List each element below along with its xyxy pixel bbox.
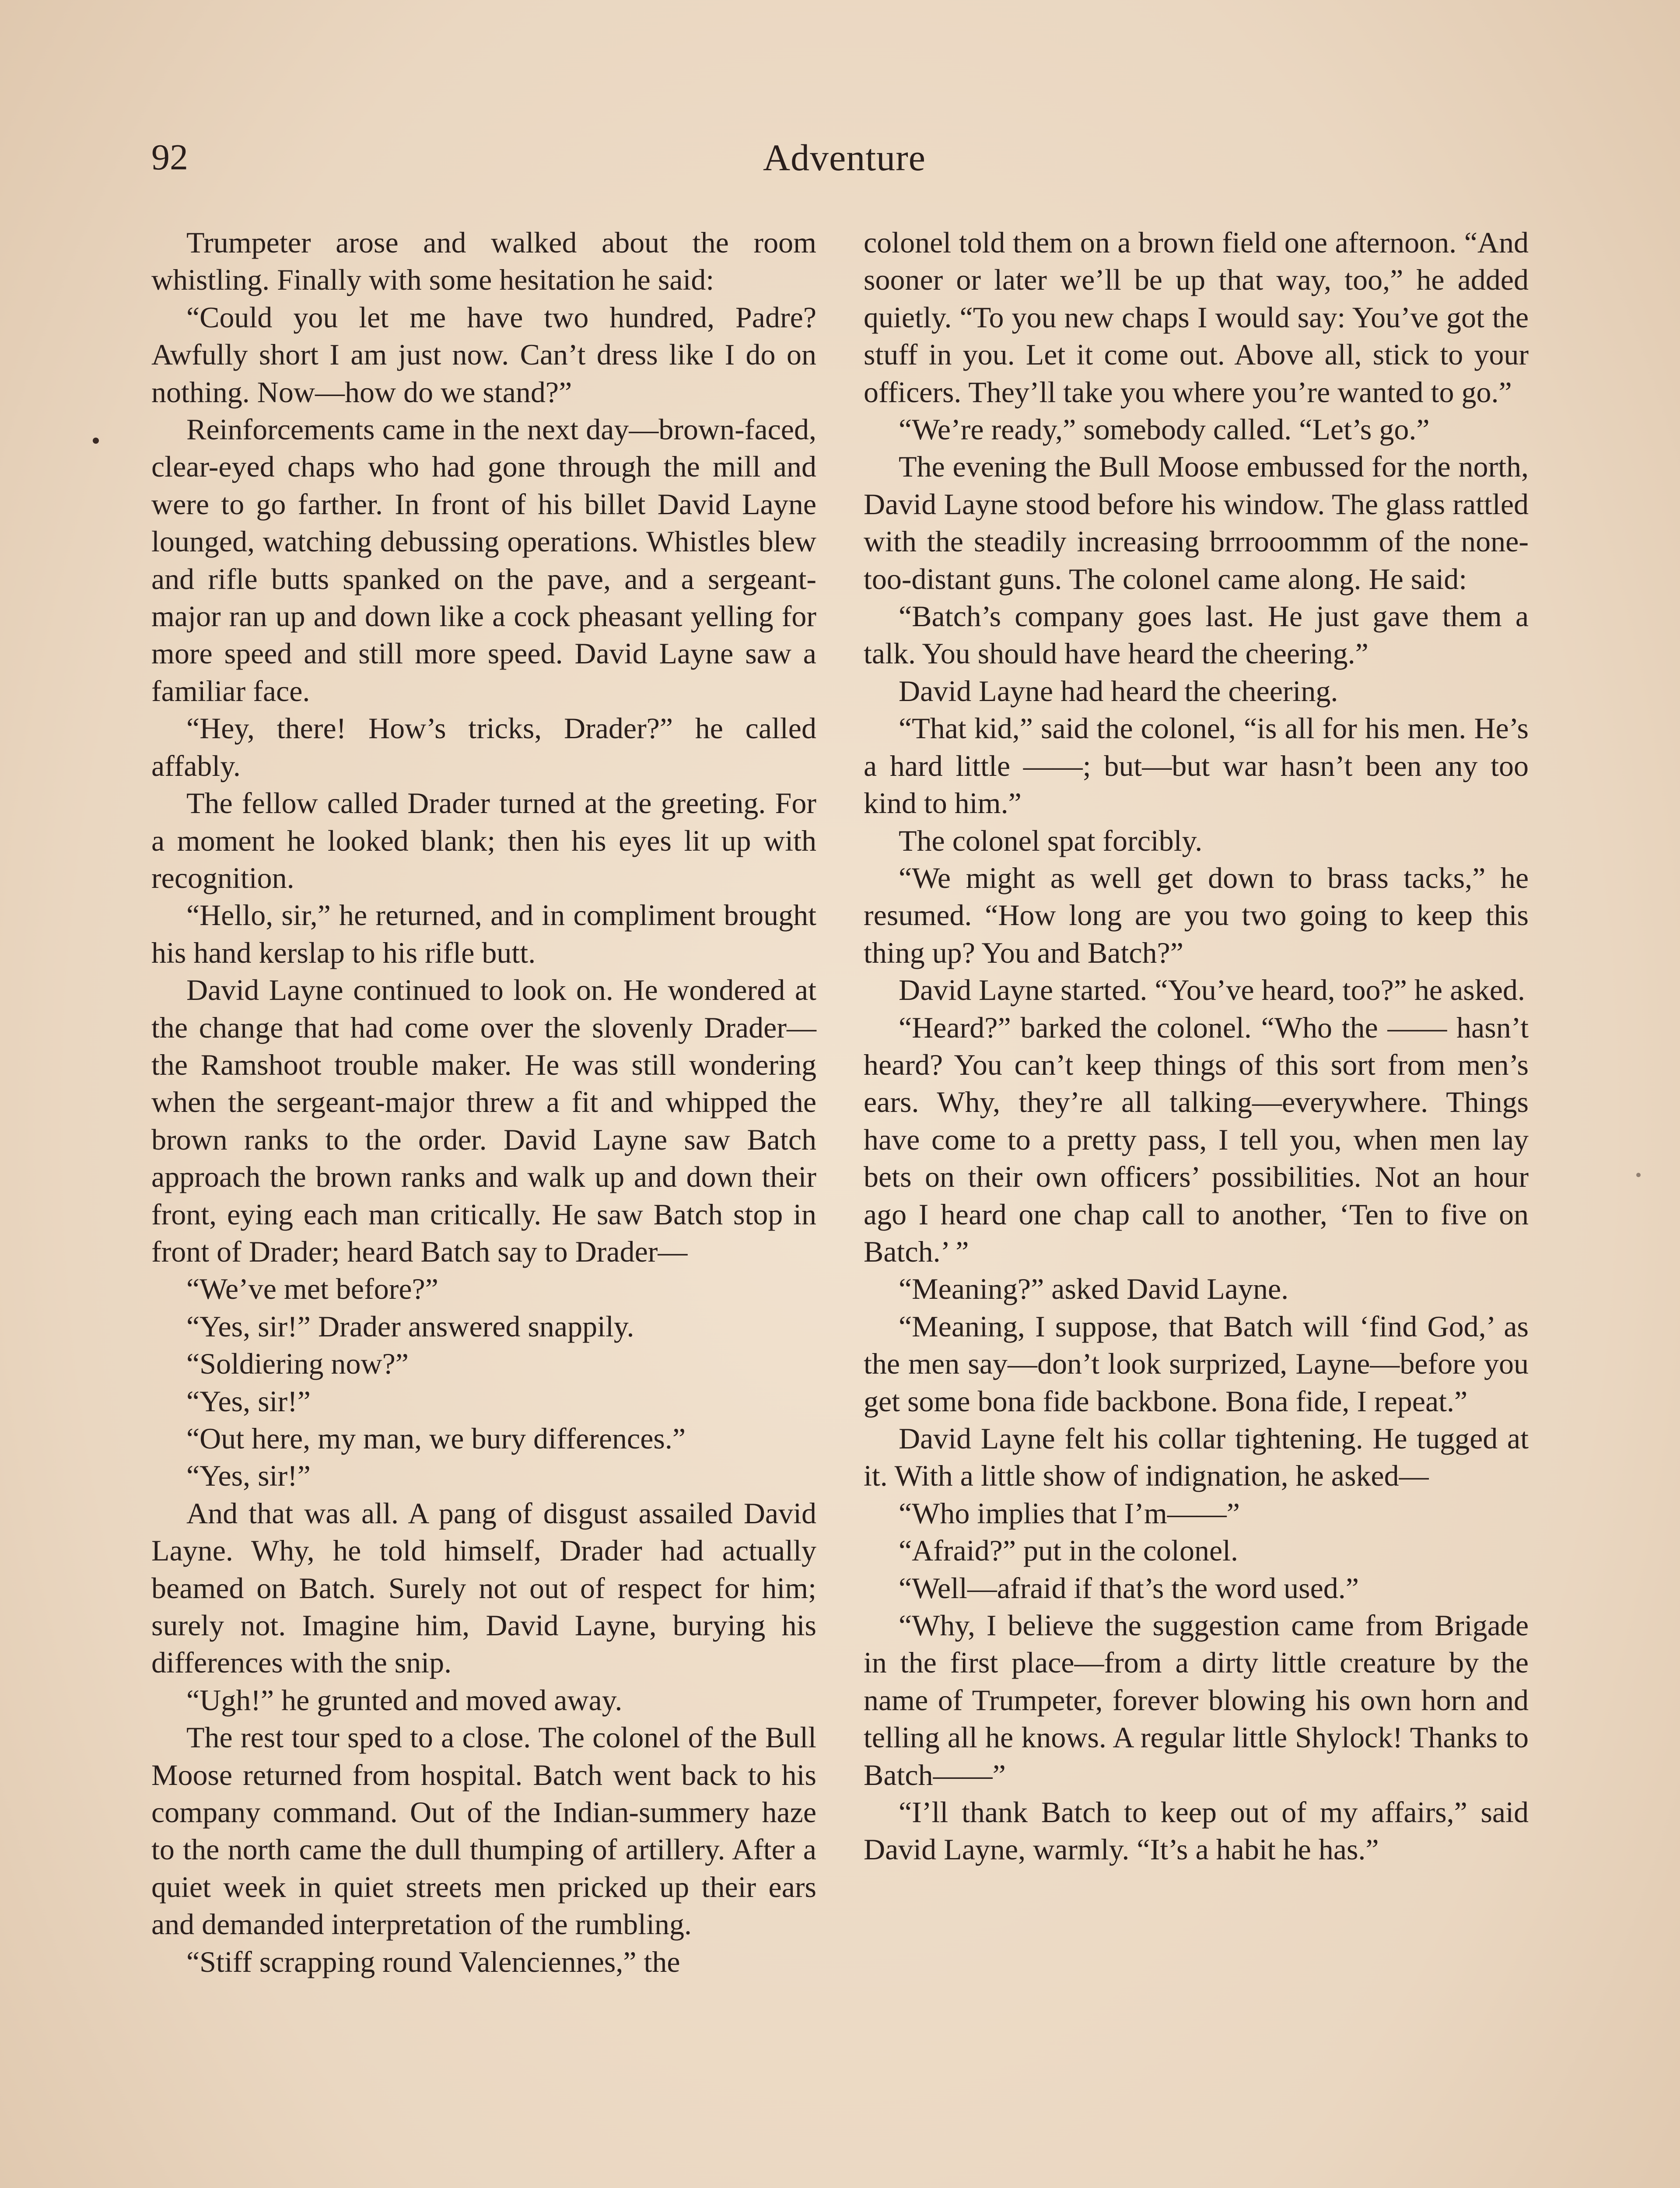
right-column bbox=[864, 224, 1529, 1869]
paragraph: “Batch’s company goes last. He just gave them a talk. You should have heard the cheering.” bbox=[864, 600, 1529, 670]
paragraph: “Ugh!” he grunted and moved away. bbox=[186, 1683, 623, 1717]
paragraph: David Layne continued to look on. He wondered at the change that had come over the slovenly Drader—the Ramshoot trouble maker. He was still wondering when the sergeant-major threw a fit and whipped the brown ranks to the order. David Layne saw Batch approach the brown ranks and walk up and down their front, eying each man critically. He saw Batch stop in front of Drader; heard Batch say to Drader— bbox=[151, 973, 816, 1268]
paragraph: “Why, I believe the suggestion came from Brigade in the first place—from a dirty little creature by the name of Trumpeter, forever blowing his own horn and telling all he knows. A regular little Shylock! Thanks to Batch——” bbox=[864, 1609, 1529, 1792]
paragraph: “Soldiering now?” bbox=[186, 1347, 409, 1381]
page-number: 92 bbox=[151, 137, 188, 178]
paragraph: “Meaning, I suppose, that Batch will ‘find God,’ as the men say—don’t look surprized, Layne—before you get some bona fide backbone. Bona fide, I repeat.” bbox=[864, 1309, 1529, 1418]
paragraph: colonel told them on a brown field one afternoon. “And sooner or later we’ll be up that way, too,” he added quietly. “To you new chaps I would say: You’ve got the stuff in you. Let it come out. Above all, stick to your officers. They’ll take you where you’re wanted to go.” bbox=[864, 226, 1529, 409]
paragraph: “Yes, sir!” Drader answered snappily. bbox=[186, 1309, 634, 1343]
paragraph: “Who implies that I’m——” bbox=[899, 1496, 1240, 1530]
paragraph: “Hello, sir,” he returned, and in compliment brought his hand kerslap to his rifle butt. bbox=[151, 898, 816, 969]
paragraph: “That kid,” said the colonel, “is all for his men. He’s a hard little ——; but—but war hasn’t been any too kind to him.” bbox=[864, 712, 1529, 820]
paragraph: “We might as well get down to brass tacks,” he resumed. “How long are you two going to keep this thing up? You and Batch?” bbox=[864, 861, 1529, 969]
paragraph: The colonel spat forcibly. bbox=[899, 824, 1203, 857]
paragraph: “Yes, sir!” bbox=[186, 1384, 311, 1418]
left-column bbox=[151, 224, 816, 1981]
paragraph: “Well—afraid if that’s the word used.” bbox=[899, 1571, 1359, 1605]
paragraph: David Layne had heard the cheering. bbox=[899, 674, 1338, 708]
paragraph: The evening the Bull Moose embussed for the north, David Layne stood before his window. The glass rattled with the steadily increasing brrrooommm of the none-too-distant guns. The colonel came along. He said: bbox=[864, 450, 1529, 596]
paragraph: David Layne started. “You’ve heard, too?” he asked. bbox=[899, 973, 1525, 1007]
page-header bbox=[151, 131, 1537, 193]
paragraph: “Yes, sir!” bbox=[186, 1459, 311, 1493]
ink-speck bbox=[1636, 1173, 1641, 1177]
paragraph: “Heard?” barked the colonel. “Who the —— hasn’t heard? You can’t keep things of this sort from men’s ears. Why, they’re all talking—everywhere. Things have come to a pretty pass, I tell you, when men lay bets on their own officers’ possibilities. Not an hour ago I heard one chap call to another, ‘Ten to five on Batch.’ ” bbox=[864, 1010, 1529, 1268]
paragraph: Reinforcements came in the next day—brown-faced, clear-eyed chaps who had gone through the mill and were to go farther. In front of his billet David Layne lounged, watching debussing operations. Whistles blew and rifle butts spanked on the pave, and a sergeant-major ran up and down like a cock pheasant yelling for more speed and still more speed. David Layne saw a familiar face. bbox=[151, 413, 816, 708]
running-title: Adventure bbox=[763, 137, 926, 179]
paragraph: “Afraid?” put in the colonel. bbox=[899, 1534, 1239, 1567]
paragraph: “Could you let me have two hundred, Padre? Awfully short I am just now. Can’t dress like I do on nothing. Now—how do we stand?” bbox=[151, 300, 816, 409]
paragraph: Trumpeter arose and walked about the room whistling. Finally with some hesitation he said: bbox=[151, 226, 816, 297]
paragraph: “We’re ready,” somebody called. “Let’s go.” bbox=[899, 413, 1430, 446]
paragraph: The fellow called Drader turned at the greeting. For a moment he looked blank; then his eyes lit up with recognition. bbox=[151, 786, 816, 894]
paragraph: “Hey, there! How’s tricks, Drader?” he called affably. bbox=[151, 712, 816, 782]
paragraph: And that was all. A pang of disgust assailed David Layne. Why, he told himself, Drader had actually beamed on Batch. Surely not out of respect for him; surely not. Imagine him, David Layne, burying his differences with the snip. bbox=[151, 1496, 816, 1680]
paragraph: David Layne felt his collar tightening. He tugged at it. With a little show of indignation, he asked— bbox=[864, 1422, 1529, 1493]
ink-speck bbox=[93, 438, 99, 444]
paragraph: The rest tour sped to a close. The colonel of the Bull Moose returned from hospital. Batch went back to his company command. Out of the Indian-summery haze to the north came the dull thumping of artillery. After a quiet week in quiet streets men pricked up their ears and demanded interpretation of the rumbling. bbox=[151, 1721, 816, 1941]
paragraph: “We’ve met before?” bbox=[186, 1272, 438, 1306]
paragraph: “Out here, my man, we bury differences.” bbox=[186, 1422, 686, 1455]
paragraph: “I’ll thank Batch to keep out of my affairs,” said David Layne, warmly. “It’s a habit he has.” bbox=[864, 1795, 1529, 1866]
paragraph: “Meaning?” asked David Layne. bbox=[899, 1272, 1289, 1306]
paragraph: “Stiff scrapping round Valenciennes,” the bbox=[186, 1945, 680, 1978]
